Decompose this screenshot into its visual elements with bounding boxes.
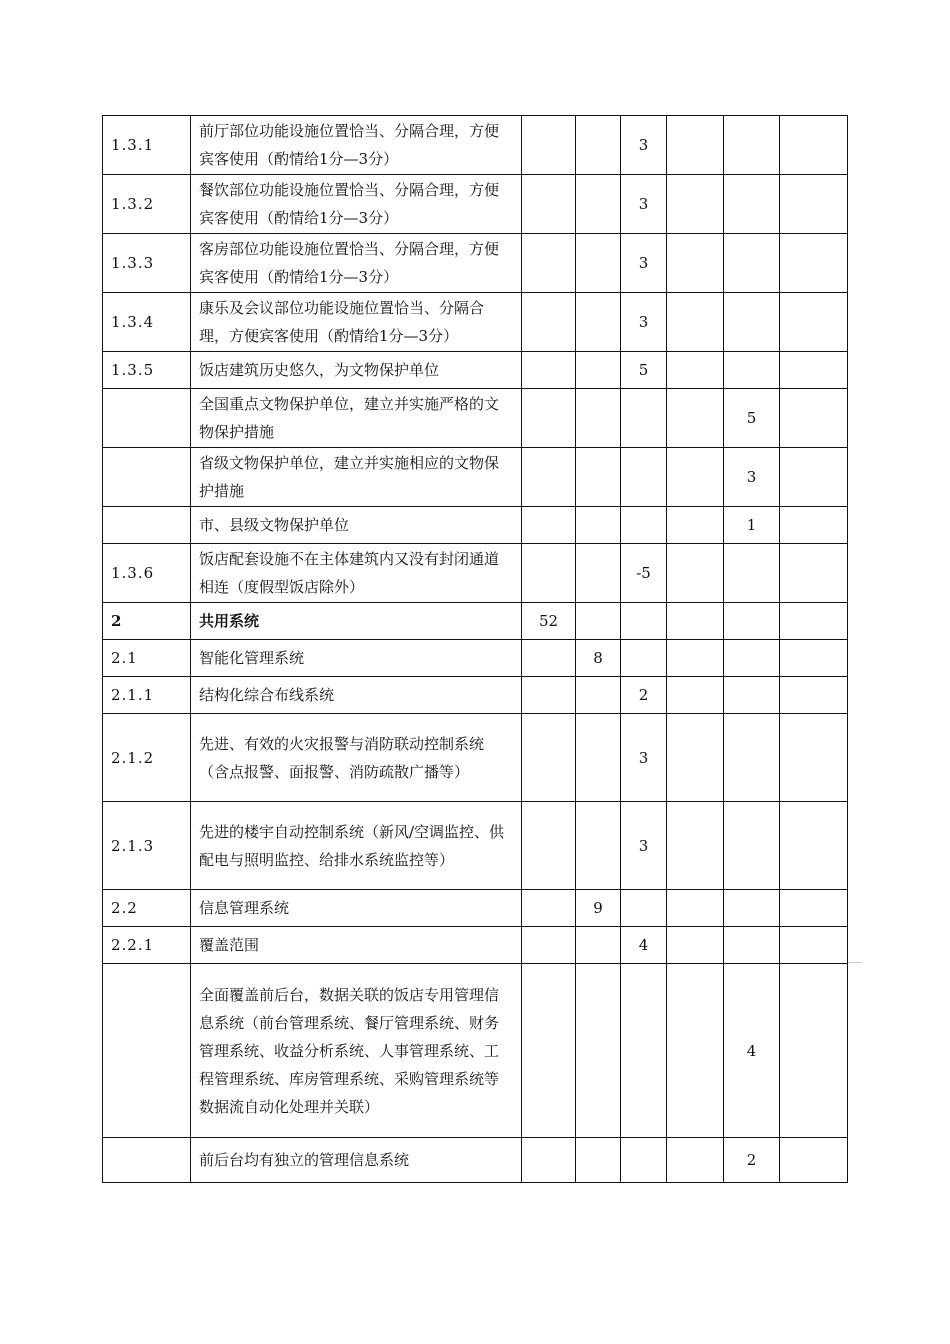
score-cell — [576, 116, 621, 175]
score-cell — [522, 802, 576, 890]
stray-rule-line — [848, 962, 862, 963]
score-cell: 3 — [621, 293, 667, 352]
score-cell — [621, 603, 667, 640]
score-cell — [780, 677, 848, 714]
score-cell: 3 — [621, 714, 667, 802]
score-cell: 5 — [621, 352, 667, 389]
item-code: 2.1.1 — [103, 677, 191, 714]
scoring-table — [102, 115, 848, 1183]
score-cell — [780, 927, 848, 964]
table-row — [103, 802, 848, 890]
score-cell — [576, 927, 621, 964]
score-cell — [667, 802, 724, 890]
score-cell — [780, 964, 848, 1138]
score-cell — [724, 116, 780, 175]
score-cell — [621, 507, 667, 544]
item-description: 饭店建筑历史悠久，为文物保护单位 — [191, 352, 522, 389]
score-cell — [667, 677, 724, 714]
score-cell — [576, 677, 621, 714]
item-description: 餐饮部位功能设施位置恰当、分隔合理，方便宾客使用（酌情给1分—3分） — [191, 175, 522, 234]
score-cell — [667, 640, 724, 677]
score-cell — [724, 352, 780, 389]
item-description: 全面覆盖前后台，数据关联的饭店专用管理信息系统（前台管理系统、餐厅管理系统、财务管理系统、收益分析系统、人事管理系统、工程管理系统、库房管理系统、采购管理系统等数据流自动化处理并关联） — [191, 964, 522, 1138]
score-cell: 52 — [522, 603, 576, 640]
table-row — [103, 714, 848, 802]
score-cell: 3 — [621, 234, 667, 293]
table-row — [103, 927, 848, 964]
item-code: 1.3.3 — [103, 234, 191, 293]
item-code: 2 — [103, 603, 191, 640]
item-code — [103, 507, 191, 544]
score-cell — [724, 714, 780, 802]
score-cell — [667, 389, 724, 448]
score-cell — [667, 603, 724, 640]
score-cell: 1 — [724, 507, 780, 544]
table-row — [103, 448, 848, 507]
item-description: 市、县级文物保护单位 — [191, 507, 522, 544]
score-cell — [522, 507, 576, 544]
score-cell — [621, 448, 667, 507]
score-cell — [522, 677, 576, 714]
score-cell — [780, 116, 848, 175]
item-code: 1.3.5 — [103, 352, 191, 389]
score-cell — [576, 352, 621, 389]
score-cell — [780, 544, 848, 603]
score-cell — [667, 544, 724, 603]
score-cell — [576, 175, 621, 234]
table-row — [103, 964, 848, 1138]
score-cell — [576, 293, 621, 352]
item-code: 2.2.1 — [103, 927, 191, 964]
score-cell — [724, 603, 780, 640]
score-cell — [576, 448, 621, 507]
table-row — [103, 544, 848, 603]
score-cell: 9 — [576, 890, 621, 927]
score-cell — [522, 389, 576, 448]
score-cell — [522, 234, 576, 293]
score-cell — [667, 507, 724, 544]
score-cell: 3 — [724, 448, 780, 507]
score-cell — [522, 1138, 576, 1183]
table-row — [103, 116, 848, 175]
item-description: 前厅部位功能设施位置恰当、分隔合理，方便宾客使用（酌情给1分—3分） — [191, 116, 522, 175]
score-cell — [522, 448, 576, 507]
score-cell: -5 — [621, 544, 667, 603]
item-code: 1.3.1 — [103, 116, 191, 175]
score-cell — [780, 507, 848, 544]
score-cell: 4 — [724, 964, 780, 1138]
score-cell: 2 — [621, 677, 667, 714]
score-cell — [780, 175, 848, 234]
table-row — [103, 175, 848, 234]
table-row — [103, 293, 848, 352]
item-code: 2.1 — [103, 640, 191, 677]
score-cell: 8 — [576, 640, 621, 677]
item-description: 客房部位功能设施位置恰当、分隔合理，方便宾客使用（酌情给1分—3分） — [191, 234, 522, 293]
score-cell — [667, 448, 724, 507]
score-cell — [576, 802, 621, 890]
score-cell — [667, 964, 724, 1138]
score-cell — [621, 389, 667, 448]
table-row — [103, 890, 848, 927]
score-cell — [621, 1138, 667, 1183]
score-cell — [780, 714, 848, 802]
score-cell — [576, 389, 621, 448]
item-code: 2.1.2 — [103, 714, 191, 802]
score-cell — [576, 1138, 621, 1183]
item-description: 覆盖范围 — [191, 927, 522, 964]
item-code: 1.3.6 — [103, 544, 191, 603]
score-cell — [576, 507, 621, 544]
score-cell — [724, 544, 780, 603]
score-cell — [522, 544, 576, 603]
score-cell — [667, 890, 724, 927]
score-cell — [522, 116, 576, 175]
item-description: 省级文物保护单位，建立并实施相应的文物保护措施 — [191, 448, 522, 507]
score-cell: 3 — [621, 175, 667, 234]
score-cell — [780, 448, 848, 507]
table-row — [103, 352, 848, 389]
score-cell — [576, 964, 621, 1138]
score-cell — [522, 964, 576, 1138]
score-cell — [780, 234, 848, 293]
score-cell — [780, 890, 848, 927]
item-code: 2.1.3 — [103, 802, 191, 890]
score-cell — [522, 927, 576, 964]
score-cell: 2 — [724, 1138, 780, 1183]
score-cell — [780, 603, 848, 640]
score-cell — [780, 389, 848, 448]
item-code — [103, 448, 191, 507]
score-cell — [724, 640, 780, 677]
table-row — [103, 603, 848, 640]
score-cell — [780, 352, 848, 389]
table-row — [103, 507, 848, 544]
score-cell — [724, 802, 780, 890]
item-code: 1.3.2 — [103, 175, 191, 234]
score-cell — [576, 544, 621, 603]
score-cell — [667, 234, 724, 293]
score-cell — [667, 116, 724, 175]
score-cell: 5 — [724, 389, 780, 448]
item-description: 全国重点文物保护单位，建立并实施严格的文物保护措施 — [191, 389, 522, 448]
table-row — [103, 234, 848, 293]
score-cell — [780, 640, 848, 677]
table-row — [103, 640, 848, 677]
item-code — [103, 964, 191, 1138]
score-cell — [724, 677, 780, 714]
table-row — [103, 1138, 848, 1183]
item-description: 前后台均有独立的管理信息系统 — [191, 1138, 522, 1183]
score-cell — [667, 175, 724, 234]
score-cell — [522, 293, 576, 352]
score-cell — [724, 234, 780, 293]
item-description: 结构化综合布线系统 — [191, 677, 522, 714]
item-description: 先进的楼宇自动控制系统（新风/空调监控、供配电与照明监控、给排水系统监控等） — [191, 802, 522, 890]
item-description: 康乐及会议部位功能设施位置恰当、分隔合理，方便宾客使用（酌情给1分—3分） — [191, 293, 522, 352]
score-cell — [621, 640, 667, 677]
score-cell — [780, 293, 848, 352]
score-cell — [667, 714, 724, 802]
score-cell — [522, 890, 576, 927]
score-cell — [621, 964, 667, 1138]
score-cell — [724, 890, 780, 927]
score-cell — [522, 175, 576, 234]
table-row — [103, 677, 848, 714]
item-code — [103, 389, 191, 448]
score-cell — [576, 234, 621, 293]
score-cell — [667, 352, 724, 389]
item-description: 信息管理系统 — [191, 890, 522, 927]
score-cell — [576, 603, 621, 640]
score-cell — [724, 175, 780, 234]
score-cell — [780, 802, 848, 890]
score-cell: 4 — [621, 927, 667, 964]
score-cell — [667, 1138, 724, 1183]
score-cell: 3 — [621, 802, 667, 890]
item-description: 先进、有效的火灾报警与消防联动控制系统（含点报警、面报警、消防疏散广播等） — [191, 714, 522, 802]
item-code — [103, 1138, 191, 1183]
item-description: 饭店配套设施不在主体建筑内又没有封闭通道相连（度假型饭店除外） — [191, 544, 522, 603]
item-description: 共用系统 — [191, 603, 522, 640]
score-cell — [522, 714, 576, 802]
item-code: 1.3.4 — [103, 293, 191, 352]
score-cell — [724, 293, 780, 352]
score-cell — [522, 640, 576, 677]
score-cell — [667, 293, 724, 352]
score-cell — [522, 352, 576, 389]
table-row — [103, 389, 848, 448]
score-cell: 3 — [621, 116, 667, 175]
score-cell — [724, 927, 780, 964]
score-cell — [621, 890, 667, 927]
item-code: 2.2 — [103, 890, 191, 927]
item-description: 智能化管理系统 — [191, 640, 522, 677]
score-cell — [576, 714, 621, 802]
score-cell — [667, 927, 724, 964]
score-cell — [780, 1138, 848, 1183]
